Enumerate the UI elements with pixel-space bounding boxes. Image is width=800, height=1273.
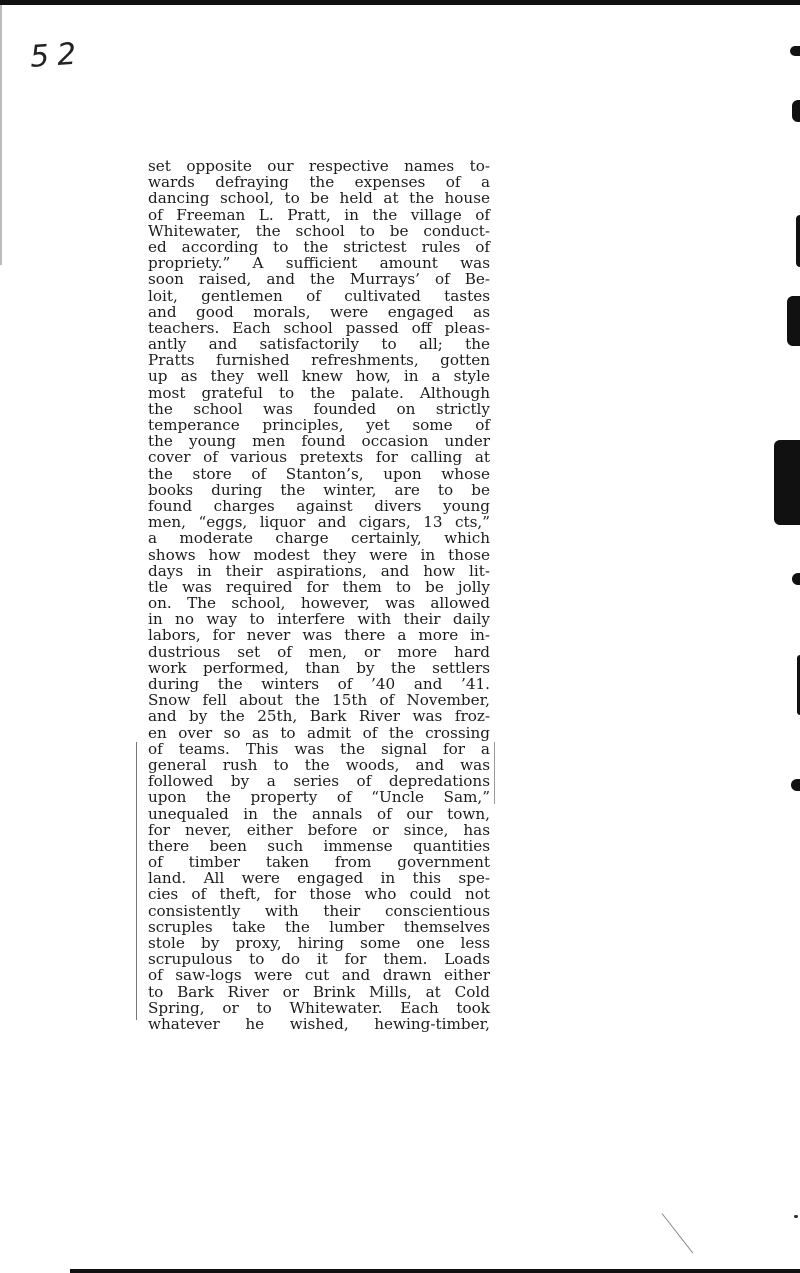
text-line: most grateful to the palate. Although (148, 383, 490, 402)
text-line: the young men found occasion under (148, 432, 490, 451)
text-line: propriety.” A sufficient amount was (148, 254, 490, 273)
binding-mark (796, 215, 800, 267)
text-line: on. The school, however, was allowed (148, 594, 490, 613)
text-line: work performed, than by the settlers (148, 658, 490, 677)
text-line: wards defraying the expenses of a (148, 173, 490, 192)
ink-speck (794, 1215, 798, 1218)
text-line: whatever he wished, hewing-timber, (148, 1014, 490, 1033)
text-line: men, “eggs, liquor and cigars, 13 cts,” (148, 513, 490, 532)
text-line: scrupulous to do it for them. Loads (148, 950, 490, 969)
binding-mark (792, 100, 800, 122)
text-line: and good morals, were engaged as (148, 302, 490, 321)
margin-rule-right (494, 742, 495, 804)
binding-mark (774, 440, 800, 525)
text-line: en over so as to admit of the crossing (148, 723, 490, 742)
text-line: dustrious set of men, or more hard (148, 642, 490, 661)
text-line: in no way to interfere with their daily (148, 610, 490, 629)
text-line: there been such immense quantities (148, 836, 490, 855)
text-line: Pratts furnished refreshments, gotten (148, 351, 490, 370)
text-line: unequaled in the annals of our town, (148, 804, 490, 823)
scan-bottom-edge (70, 1269, 800, 1273)
text-line: to Bark River or Brink Mills, at Cold (148, 982, 490, 1001)
text-line: loit, gentlemen of cultivated tastes (148, 286, 490, 305)
text-line: upon the property of “Uncle Sam,” (148, 788, 490, 807)
text-line: and by the 25th, Bark River was froz- (148, 707, 490, 726)
pencil-mark (662, 1213, 694, 1253)
text-line: shows how modest they were in those (148, 545, 490, 564)
text-line: of saw-logs were cut and drawn either (148, 966, 490, 985)
text-line: tle was required for them to be jolly (148, 577, 490, 596)
text-line: a moderate charge certainly, which (148, 529, 490, 548)
margin-rule-left (136, 742, 137, 1020)
text-line: stole by proxy, hiring some one less (148, 934, 490, 952)
text-line: of Freeman L. Pratt, in the village of (148, 205, 490, 224)
text-line: land. All were engaged in this spe- (148, 869, 490, 888)
text-line: labors, for never was there a more in- (148, 626, 490, 645)
binding-mark (787, 296, 800, 346)
text-line: soon raised, and the Murrays’ of Be- (148, 270, 490, 289)
text-line: ed according to the strictest rules of (148, 237, 490, 256)
handwritten-page-number: 52 (28, 36, 86, 75)
text-line: of timber taken from government (148, 853, 490, 872)
text-line: Spring, or to Whitewater. Each took (148, 998, 490, 1017)
text-line: set opposite our respective names to- (148, 157, 490, 175)
text-line: the school was founded on strictly (148, 399, 490, 418)
binding-mark (792, 573, 800, 585)
text-line: followed by a series of depredations (148, 772, 490, 791)
text-line: up as they well knew how, in a style (148, 367, 490, 386)
text-line: days in their aspirations, and how lit- (148, 561, 490, 580)
text-line: during the winters of ’40 and ’41. (148, 675, 490, 693)
text-line: temperance principles, yet some of (148, 416, 490, 434)
text-line: scruples take the lumber themselves (148, 917, 490, 936)
text-line: the store of Stanton’s, upon whose (148, 464, 490, 483)
text-line: found charges against divers young (148, 496, 490, 515)
text-line: cover of various pretexts for calling at (148, 448, 490, 467)
text-line: dancing school, to be held at the house (148, 189, 490, 208)
article-column (148, 158, 490, 1032)
text-line: Whitewater, the school to be conduct- (148, 221, 490, 240)
text-line: cies of theft, for those who could not (148, 885, 490, 904)
text-line: antly and satisfactorily to all; the (148, 335, 490, 354)
text-line: general rush to the woods, and was (148, 755, 490, 774)
text-line: teachers. Each school passed off pleas- (148, 318, 490, 337)
scan-left-edge (0, 5, 2, 265)
binding-mark (790, 46, 800, 56)
text-line: for never, either before or since, has (148, 820, 490, 839)
binding-mark (791, 779, 800, 791)
scan-top-edge (0, 0, 800, 5)
text-line: of teams. This was the signal for a (148, 739, 490, 758)
text-line: books during the winter, are to be (148, 480, 490, 499)
text-line: consistently with their conscientious (148, 901, 490, 920)
text-line: Snow fell about the 15th of November, (148, 691, 490, 710)
